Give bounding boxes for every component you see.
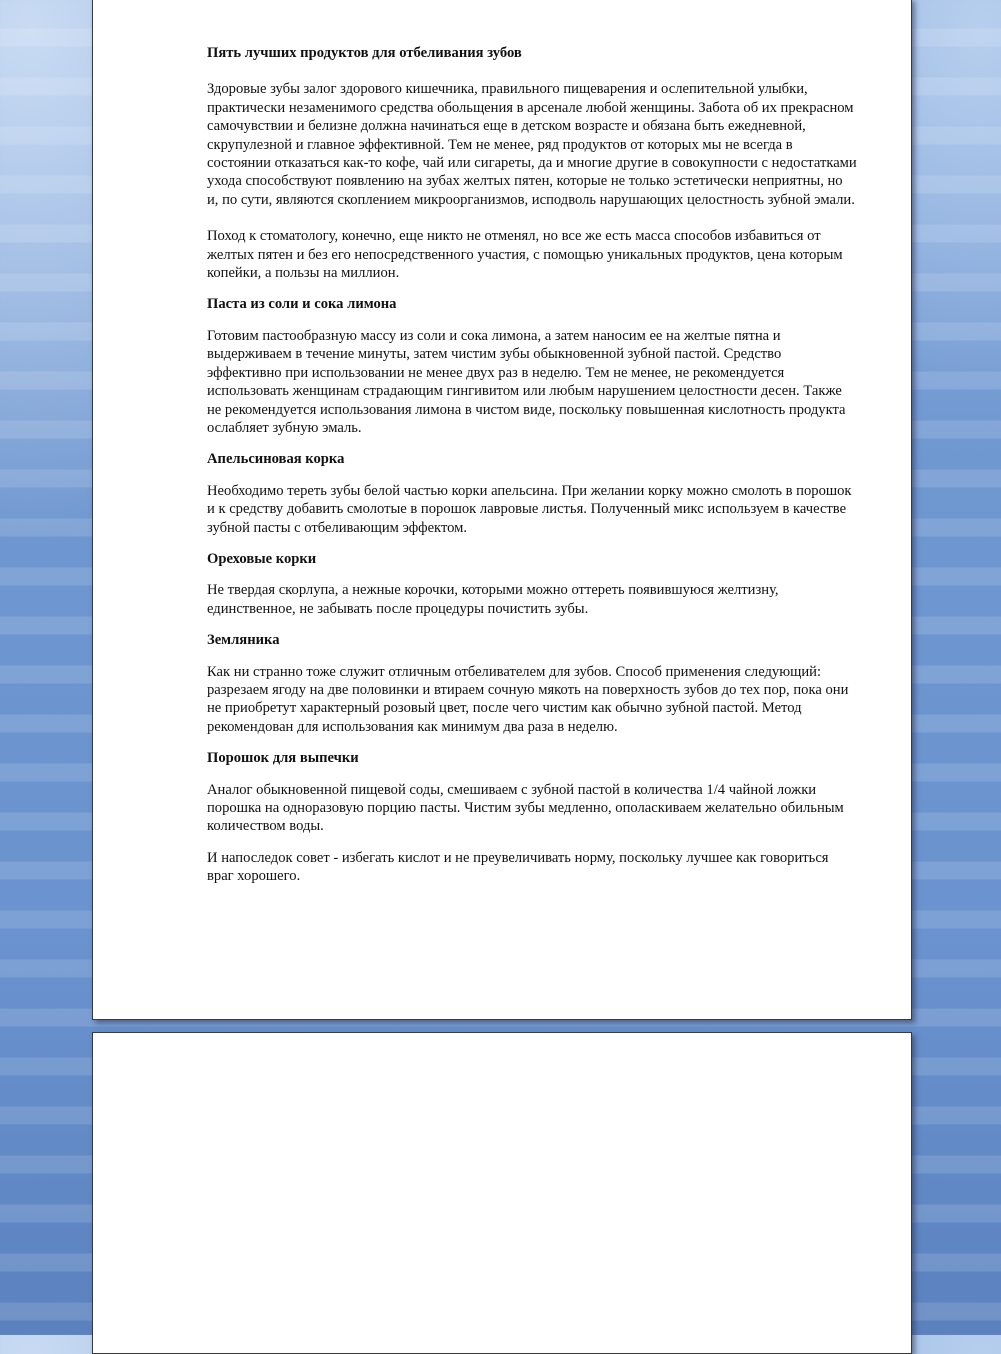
section-text-baking-powder: Аналог обыкновенной пищевой соды, смешиваем с зубной пастой в количества 1/4 чайной ложки порошка на одноразовую порцию пасты. Чистим зубы медленно, ополаскиваем желательно обильным количеством воды.	[207, 781, 844, 835]
document-page-1	[92, 0, 912, 1020]
section-heading-orange-peel: Апельсиновая корка	[207, 451, 345, 468]
section-text-orange-peel: Необходимо тереть зубы белой частью корки апельсина. При желании корку можно смолоть в порошок и к средству добавить смолотые в порошок лавровые листья. Полученный микс используем в качестве зубной пасты с отбеливающим эффектом.	[207, 482, 852, 536]
closing-paragraph: И напоследок совет - избегать кислот и не преувеличивать норму, поскольку лучшее как говориться враг хорошего.	[207, 849, 829, 885]
intro-paragraph-2: Поход к стоматологу, конечно, еще никто не отменял, но все же есть масса способов избавиться от желтых пятен и без его непосредственного участия, с помощью уникальных продуктов, цена которым копейки, а пользы на миллион.	[207, 228, 843, 282]
section-heading-nut-peel: Ореховые корки	[207, 550, 317, 567]
section-text-strawberry: Как ни странно тоже служит отличным отбеливателем для зубов. Способ применения следующий: разрезаем ягоду на две половинки и втираем сочную мякоть на поверхность зубов до тех пор, пока они не приобретут характерный розовый цвет, после чего чистим как обычно зубной пастой. Метод рекомендован для использования как минимум два раза в неделю.	[207, 663, 849, 735]
document-page-2	[92, 1032, 912, 1354]
page-content	[207, 44, 857, 899]
section-heading-salt-lemon: Паста из соли и сока лимона	[207, 296, 397, 313]
section-heading-strawberry: Земляника	[207, 632, 280, 649]
section-heading-baking-powder: Порошок для выпечки	[207, 750, 359, 767]
document-title: Пять лучших продуктов для отбеливания зубов	[207, 45, 522, 61]
section-text-nut-peel: Не твердая скорлупа, а нежные корочки, которыми можно оттереть появившуюся желтизну, единственное, не забывать после процедуры почистить зубы.	[207, 582, 779, 617]
intro-paragraph-1: Здоровые зубы залог здорового кишечника, правильного пищеварения и ослепительной улыбки, практически незаменимого средства обольщения в арсенале любой женщины. Забота об их прекрасном самочувствии и белизне должна начинаться еще в детском возрасте и обязана быть ежедневной, скрупулезной и главное эффективной. Тем не менее, ряд продуктов от которых мы не всегда в состоянии отказаться как-то кофе, чай или сигареты, да и многие другие в совокупности с недостатками ухода способствуют появлению на зубах желтых пятен, которые не только эстетически неприятны, но и, по сути, являются скоплением микроорганизмов, исподволь нарушающих целостность зубной эмали.	[207, 81, 857, 208]
section-text-salt-lemon: Готовим пастообразную массу из соли и сока лимона, а затем наносим ее на желтые пятна и выдерживаем в течение минуты, затем чистим зубы обыкновенной зубной пастой. Средство эффективно при использовании не менее двух раз в неделю. Тем не менее, не рекомендуется использовать женщинам страдающим гингивитом или любым нарушением целостности десен. Также не рекомендуется использования лимона в чистом виде, поскольку повышенная кислотность продукта ослабляет зубную эмаль.	[207, 327, 846, 436]
